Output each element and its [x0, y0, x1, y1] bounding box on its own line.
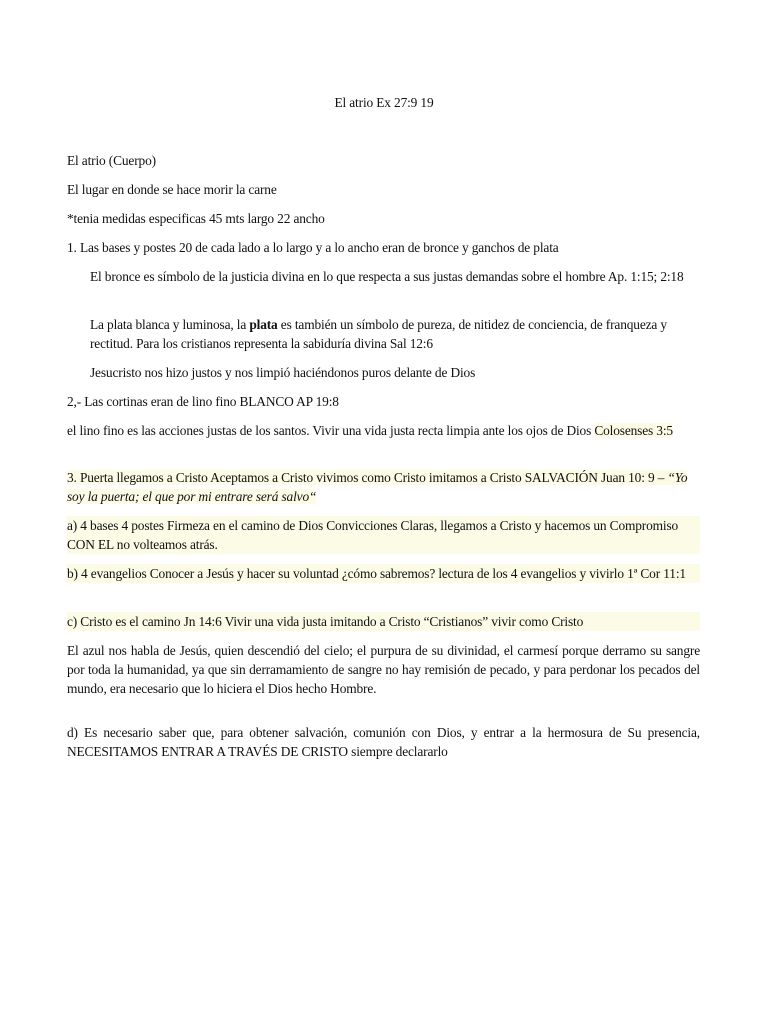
plata-text-post: es también un símbolo de pureza, de nitidez de conciencia, de franqueza y rectitud. Para los cristianos representa la sabiduría divina Sal 12:6 — [90, 317, 667, 351]
heading-atrio: El atrio (Cuerpo) — [67, 153, 156, 168]
paragraph-jesucristo: Jesucristo nos hizo justos y nos limpió haciéndonos puros delante de Dios — [90, 365, 476, 380]
lino-fino-text: el lino fino es las acciones justas de los santos. Vivir una vida justa recta limpia ante los ojos de Dios — [67, 423, 595, 438]
item-3-puerta — [67, 468, 700, 506]
item-c-camino: c) Cristo es el camino Jn 14:6 Vivir una vida justa imitando a Cristo “Cristianos” vivir como Cristo — [67, 612, 700, 631]
item-1-bases: 1. Las bases y postes 20 de cada lado a lo largo y a lo ancho eran de bronce y ganchos de plata — [67, 240, 559, 255]
paragraph-medidas: *tenia medidas especificas 45 mts largo 22 ancho — [67, 211, 325, 226]
item-a-bases: a) 4 bases 4 postes Firmeza en el camino de Dios Convicciones Claras, llegamos a Cristo y hacemos un Compromiso CON EL no volteamos atrás. — [67, 516, 700, 554]
plata-text-pre: La plata blanca y luminosa, la — [90, 317, 250, 332]
item-d-necesario: d) Es necesario saber que, para obtener salvación, comunión con Dios, y entrar a la hermosura de Su presencia, NECESITAMOS ENTRAR A TRAVÉS DE CRISTO siempre declararlo — [67, 725, 700, 759]
plata-bold-word: plata — [249, 317, 278, 332]
paragraph-azul: El azul nos habla de Jesús, quien descendió del cielo; el purpura de su divinidad, el carmesí porque derramo su sangre por toda la humanidad, ya que sin derramamiento de sangre no hay remisión de pecado, y para perdonar los pecados del mundo, era necesario que lo hiciera el Dios hecho Hombre. — [67, 643, 700, 696]
puerta-quote: “Yo soy la puerta; el que por mi entrare será salvo“ — [67, 470, 688, 504]
item-b-evangelios: b) 4 evangelios Conocer a Jesús y hacer su voluntad ¿cómo sabremos? lectura de los 4 evangelios y vivirlo 1ª Cor 11:1 — [67, 564, 700, 583]
paragraph-bronce: El bronce es símbolo de la justicia divina en lo que respecta a sus justas demandas sobre el hombre Ap. 1:15; 2:18 — [90, 269, 684, 284]
puerta-text: 3. Puerta llegamos a Cristo Aceptamos a Cristo vivimos como Cristo imitamos a Cristo SALVACIÓN Juan 10: 9 – — [67, 470, 668, 485]
colosenses-reference: Colosenses 3:5 — [594, 423, 673, 438]
paragraph-lino-fino — [67, 421, 700, 440]
paragraph-lugar: El lugar en donde se hace morir la carne — [67, 182, 277, 197]
document-title: El atrio Ex 27:9 19 — [334, 95, 434, 110]
paragraph-plata — [90, 315, 700, 353]
item-2-cortinas: 2,- Las cortinas eran de lino fino BLANCO AP 19:8 — [67, 394, 339, 409]
